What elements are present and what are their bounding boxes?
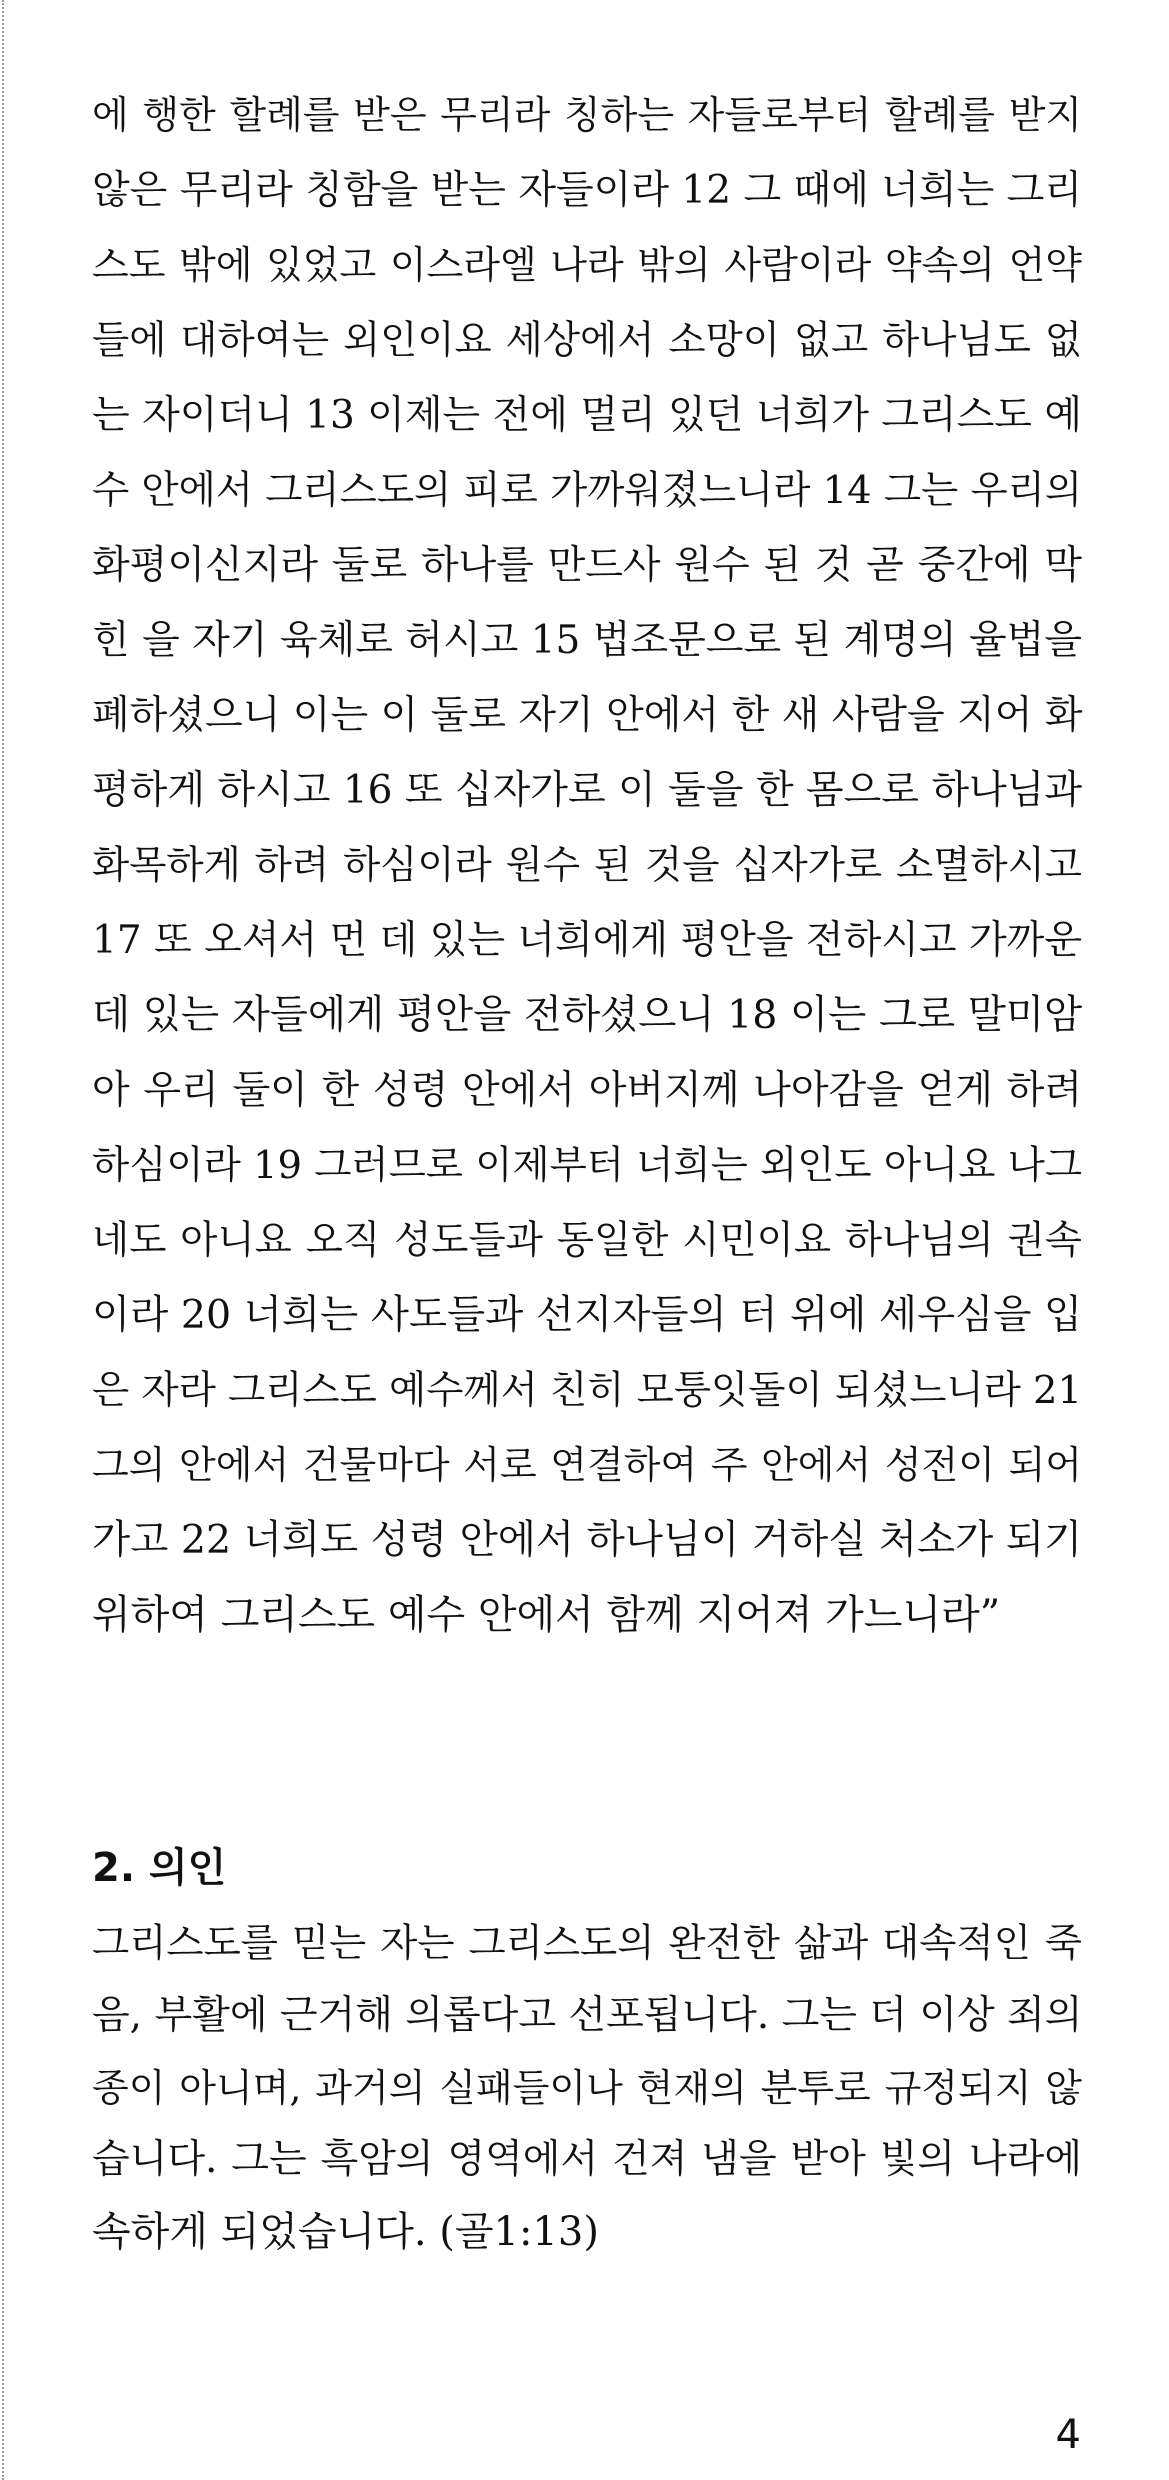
passage-line-8: 힌 을 자기 육체로 허시고 15 법조문으로 된 계명의 율법을 xyxy=(92,618,1083,663)
page-number: 4 xyxy=(1055,2412,1081,2458)
passage-line-4: 들에 대하여는 외인이요 세상에서 소망이 없고 하나님도 없 xyxy=(92,318,1082,363)
passage-line-10: 평하게 하시고 16 또 십자가로 이 둘을 한 몸으로 하나님과 xyxy=(92,768,1083,813)
section-line-4: 습니다. 그는 흑암의 영역에서 건져 냄을 받아 빛의 나라에 xyxy=(92,2137,1082,2182)
passage-line-5: 는 자이더니 13 이제는 전에 멀리 있던 너희가 그리스도 예 xyxy=(92,393,1083,438)
passage-line-17: 이라 20 너희는 사도들과 선지자들의 터 위에 세우심을 입 xyxy=(92,1292,1083,1338)
passage-line-15: 하심이라 19 그러므로 이제부터 너희는 외인도 아니요 나그 xyxy=(92,1143,1083,1188)
page-margin-rule xyxy=(2,0,4,2480)
passage-line-13: 데 있는 자들에게 평안을 전하셨으니 18 이는 그로 말미암 xyxy=(92,992,1083,1038)
passage-line-11: 화목하게 하려 하심이라 원수 된 것을 십자가로 소멸하시고 xyxy=(92,843,1082,888)
section-line-2: 음, 부활에 근거해 의롭다고 선포됩니다. 그는 더 이상 죄의 xyxy=(92,1993,1083,2038)
section-line-5: 속하게 되었습니다. (골1:13) xyxy=(92,2209,599,2255)
passage-line-19: 그의 안에서 건물마다 서로 연결하여 주 안에서 성전이 되어 xyxy=(92,1443,1082,1487)
section-line-1: 그리스도를 믿는 자는 그리스도의 완전한 삶과 대속적인 죽 xyxy=(92,1921,1082,1966)
passage-line-21: 위하여 그리스도 예수 안에서 함께 지어져 가느니라” xyxy=(92,1592,1001,1638)
passage-line-7: 화평이신지라 둘로 하나를 만드사 원수 된 것 곧 중간에 막 xyxy=(92,543,1082,588)
passage-line-1: 에 행한 할례를 받은 무리라 칭하는 자들로부터 할례를 받지 xyxy=(92,93,1082,137)
passage-line-3: 스도 밖에 있었고 이스라엘 나라 밖의 사람이라 약속의 언약 xyxy=(92,243,1082,287)
passage-line-18: 은 자라 그리스도 예수께서 친히 모퉁잇돌이 되셨느니라 21 xyxy=(92,1368,1083,1413)
section-line-3: 종이 아니며, 과거의 실패들이나 현재의 분투로 규정되지 않 xyxy=(92,2066,1082,2110)
passage-line-20: 가고 22 너희도 성령 안에서 하나님이 거하실 처소가 되기 xyxy=(92,1517,1083,1563)
scripture-passage xyxy=(92,78,1082,1653)
passage-line-12: 17 또 오셔서 먼 데 있는 너희에게 평안을 전하시고 가까운 xyxy=(92,918,1083,963)
section-heading: 2. 의인 xyxy=(92,1845,227,1891)
section-body xyxy=(92,1908,1082,2268)
passage-line-14: 아 우리 둘이 한 성령 안에서 아버지께 나아감을 얻게 하려 xyxy=(92,1068,1082,1113)
passage-line-6: 수 안에서 그리스도의 피로 가까워졌느니라 14 그는 우리의 xyxy=(92,468,1083,513)
passage-line-16: 네도 아니요 오직 성도들과 동일한 시민이요 하나님의 권속 xyxy=(92,1218,1082,1263)
passage-line-2: 않은 무리라 칭함을 받는 자들이라 12 그 때에 너희는 그리 xyxy=(92,168,1083,213)
passage-line-9: 폐하셨으니 이는 이 둘로 자기 안에서 한 새 사람을 지어 화 xyxy=(92,693,1083,738)
